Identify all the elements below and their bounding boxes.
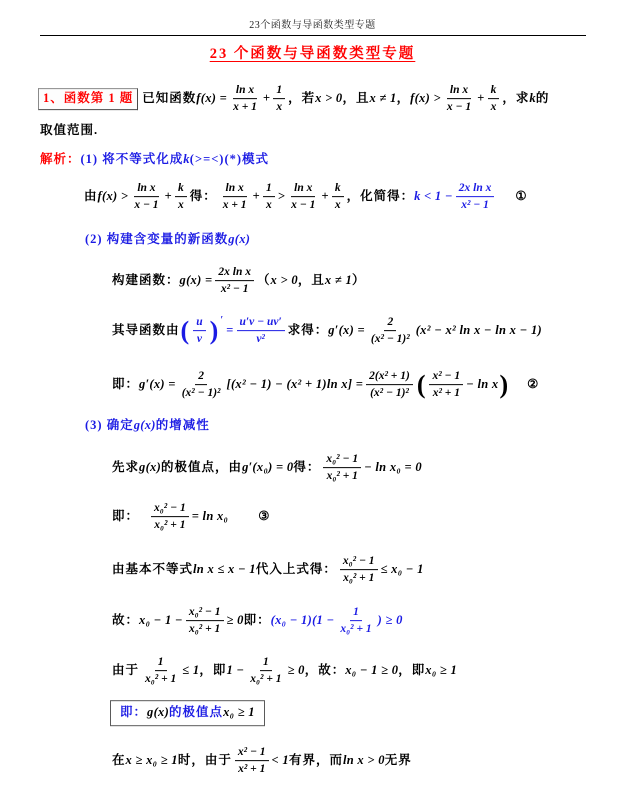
text-run: 由于	[112, 663, 140, 678]
math-run: (x² − x² ln x − ln x − 1)	[415, 323, 542, 338]
fraction-numerator: ln x	[223, 181, 247, 197]
text-run: 即：	[112, 509, 140, 524]
math-run: x₀ ≥ 1	[425, 663, 458, 678]
fraction-denominator: x₀² + 1	[154, 519, 186, 532]
fraction-denominator: v	[196, 333, 202, 346]
math-run: f(x) >	[410, 91, 441, 106]
math-run: g′(x) =	[328, 323, 365, 338]
math-run: − ln x₀ = 0	[364, 460, 422, 475]
fraction	[444, 83, 474, 115]
step1-heading: (1) 将不等式化成	[80, 152, 184, 167]
fraction-denominator: x	[276, 101, 283, 114]
fraction	[131, 181, 161, 213]
fraction	[179, 369, 224, 401]
fraction	[368, 315, 413, 347]
text-run: 求得：	[287, 323, 329, 338]
math-run: 1 −	[226, 663, 245, 678]
fraction-numerator: ln x	[233, 83, 257, 99]
fraction	[323, 452, 361, 484]
text-run: ，求	[502, 91, 530, 106]
text-run: (2) 构建含变量的新函数	[85, 232, 229, 247]
text-run: 在	[112, 753, 126, 768]
text-run: 其导函数由	[112, 323, 180, 338]
math-run: x > 0	[270, 273, 298, 288]
math-run: < 1	[271, 753, 289, 768]
fraction-numerator: ln x	[291, 181, 315, 197]
fraction-denominator: x	[265, 199, 272, 212]
fraction-numerator: 1	[260, 655, 272, 671]
text-run: 无界	[384, 753, 412, 768]
math-run: +	[164, 189, 172, 204]
formula-line-2	[112, 265, 366, 297]
math-run: ln x ≤ x − 1	[193, 562, 256, 577]
text-run: 由	[84, 189, 98, 204]
fraction-numerator: 2	[195, 369, 207, 385]
math-run-blue: (x₀ − 1)(1 −	[270, 613, 335, 628]
fraction-denominator: x² − 1	[220, 283, 249, 296]
text-run: 故：	[112, 613, 140, 628]
fraction-denominator: x − 1	[446, 101, 472, 114]
fraction-numerator: ln x	[447, 83, 471, 99]
math-run: g′(x₀) = 0	[242, 460, 294, 475]
text-run: 的增减性	[155, 418, 210, 433]
fraction	[263, 181, 275, 213]
text-run: 已知函数	[142, 91, 197, 106]
fraction-denominator: x₀² + 1	[250, 673, 282, 686]
math-run: k	[529, 91, 536, 106]
text-run: 取值范围.	[40, 123, 99, 138]
text-run: ）	[352, 273, 366, 288]
math-run: = ln x₀	[191, 509, 229, 524]
math-run: ≥ 0	[226, 613, 244, 628]
fraction	[186, 605, 224, 637]
math-run: x ≥ x₀ ≥ 1	[125, 753, 178, 768]
fraction	[247, 655, 284, 687]
fraction	[175, 181, 187, 213]
math-run: ≤ x₀ − 1	[380, 562, 424, 577]
fraction	[366, 369, 413, 401]
problem-line	[38, 83, 549, 115]
fraction-numerator: 1	[273, 83, 285, 99]
fraction-numerator: 2x ln x	[215, 265, 254, 281]
formula-line-1	[84, 181, 527, 213]
text-run: 有界，而	[288, 753, 343, 768]
math-run: ≥ 0	[287, 663, 305, 678]
fraction-denominator: x	[177, 199, 184, 212]
math-run: +	[477, 91, 485, 106]
equation-number: ①	[515, 189, 527, 204]
text-run: 先求	[112, 460, 140, 475]
fraction-denominator: x² − 1	[461, 199, 489, 212]
text-run: (3) 确定	[85, 418, 134, 433]
fraction-numerator: x² − 1	[235, 745, 269, 761]
math-run: f(x) =	[196, 91, 228, 106]
math-run: >	[277, 189, 286, 204]
fraction	[142, 655, 179, 687]
fraction-denominator: x₀² + 1	[326, 470, 358, 483]
fraction	[230, 83, 260, 115]
text-run: ，若	[288, 91, 316, 106]
math-run-blue: ) ≥ 0	[377, 613, 403, 628]
math-run: x₀ ≥ 1	[223, 705, 255, 720]
fraction-numerator: x₀² − 1	[151, 501, 189, 517]
math-run: [(x² − 1) − (x² + 1)ln x] =	[226, 377, 364, 392]
math-run: g(x)	[147, 705, 170, 720]
fraction-numerator: 2	[384, 315, 396, 331]
text-run: ，化简得：	[346, 189, 415, 204]
formula-line-9	[112, 655, 457, 687]
fraction	[288, 181, 318, 213]
right-paren: )	[499, 370, 509, 400]
fraction	[488, 83, 500, 115]
math-run: x₀ − 1 ≥ 0	[345, 663, 399, 678]
header-rule	[40, 35, 586, 36]
fraction-denominator: (x² − 1)²	[181, 387, 221, 400]
math-run: x ≠ 1	[324, 273, 353, 288]
step1-heading-tail: (>=<)(*)模式	[189, 152, 270, 167]
problem-label: 1、函数第 1 题	[38, 88, 138, 110]
math-run: g(x)	[228, 232, 251, 247]
fraction	[235, 745, 269, 777]
fraction-numerator: u	[193, 315, 205, 331]
formula-line-10	[112, 745, 412, 777]
fraction-numerator: u′v − uv′	[237, 315, 285, 331]
doc-title: 23 个函数与导函数类型专题	[209, 46, 416, 62]
fraction-denominator: x + 1	[222, 199, 247, 212]
text-run: 时，由于	[177, 753, 232, 768]
math-run: +	[252, 189, 260, 204]
math-run-blue: k < 1 −	[414, 189, 453, 204]
math-run: +	[262, 91, 271, 106]
text-run: ，即	[398, 663, 426, 678]
fraction	[332, 181, 344, 213]
text-run: 即：	[112, 377, 140, 392]
fraction-denominator: x − 1	[291, 199, 316, 212]
fraction-denominator: x₀² + 1	[343, 572, 375, 585]
fraction-denominator: (x² − 1)²	[370, 333, 410, 346]
fraction-numerator: k	[175, 181, 187, 197]
prime-mark: ′	[220, 315, 224, 327]
text-run: 由基本不等式	[112, 562, 194, 577]
fraction-numerator: k	[488, 83, 500, 99]
text-run: ，	[396, 91, 411, 106]
text-run: 即：	[120, 705, 148, 720]
text-run: 得：	[189, 189, 217, 204]
left-paren: (	[416, 370, 426, 400]
step3-heading	[85, 418, 210, 434]
formula-line-4	[112, 369, 538, 401]
math-run: +	[321, 189, 329, 204]
text-run: （	[256, 273, 271, 288]
math-run: g(x)	[139, 460, 162, 475]
fraction-denominator: x² + 1	[238, 763, 266, 776]
text-run: 构建函数：	[112, 273, 180, 288]
formula-line-6	[112, 501, 269, 533]
solution-tag: 解析：	[40, 152, 81, 167]
math-run: ≤ 1	[182, 663, 200, 678]
text-line	[40, 123, 98, 139]
text-run: 的极值点	[169, 705, 224, 720]
fraction-numerator: k	[332, 181, 344, 197]
math-run: − ln x	[466, 377, 499, 392]
fraction	[340, 554, 378, 586]
fraction	[429, 369, 463, 401]
math-run: ln x > 0	[342, 753, 385, 768]
fraction	[337, 605, 374, 637]
fraction-numerator: x₀² − 1	[340, 554, 378, 570]
text-run: ，即	[199, 663, 227, 678]
fraction-numerator: 2(x² + 1)	[366, 369, 413, 385]
text-run: 的	[535, 91, 550, 106]
math-run: k	[183, 152, 190, 167]
fraction-denominator: x² + 1	[432, 387, 460, 400]
equation-number: ②	[527, 377, 539, 392]
math-run: g(x)	[133, 418, 156, 433]
fraction-numerator: ln x	[134, 181, 158, 197]
fraction-denominator: x − 1	[134, 199, 159, 212]
math-run: g′(x) =	[139, 377, 176, 392]
math-run: g(x) =	[179, 273, 213, 288]
text-run: 得：	[293, 460, 321, 475]
fraction-denominator: x + 1	[233, 101, 257, 114]
left-paren: (	[180, 316, 190, 346]
fraction-numerator: 1	[350, 605, 362, 621]
formula-line-8	[112, 605, 403, 637]
conclusion-box	[110, 700, 265, 726]
fraction	[237, 315, 285, 347]
fraction-numerator: x₀² − 1	[186, 605, 224, 621]
formula-line-3	[112, 315, 542, 347]
fraction-denominator: x	[334, 199, 341, 212]
fraction-numerator: x₀² − 1	[323, 452, 361, 468]
fraction	[220, 181, 250, 213]
formula-line-5	[112, 452, 422, 484]
text-run: 即：	[243, 613, 271, 628]
right-paren: )	[209, 316, 219, 346]
math-run-blue: =	[226, 323, 234, 338]
fraction	[215, 265, 254, 297]
fraction-numerator: 1	[155, 655, 167, 671]
math-run: x₀ − 1 −	[139, 613, 183, 628]
solution-heading	[40, 152, 269, 168]
fraction-denominator: (x² − 1)²	[370, 387, 409, 400]
fraction-numerator: 2x ln x	[456, 181, 495, 197]
running-header: 23个函数与导函数类型专题	[249, 20, 376, 31]
fraction-denominator: x	[490, 101, 497, 114]
step2-heading	[85, 232, 250, 248]
fraction	[193, 315, 205, 347]
math-run: x > 0	[315, 91, 343, 106]
math-run: x ≠ 1	[369, 91, 397, 106]
fraction-denominator: v²	[256, 333, 265, 346]
text-run: ，故：	[304, 663, 346, 678]
text-run: ，且	[342, 91, 370, 106]
fraction-numerator: 1	[263, 181, 275, 197]
equation-number: ③	[258, 509, 270, 524]
fraction-denominator: x₀² + 1	[189, 623, 221, 636]
fraction-denominator: x₀² + 1	[145, 673, 177, 686]
fraction-denominator: x₀² + 1	[340, 623, 372, 636]
text-run: 的极值点，由	[161, 460, 243, 475]
formula-line-7	[112, 554, 424, 586]
text-run: 代入上式得：	[255, 562, 337, 577]
fraction	[456, 181, 495, 213]
text-run: ，且	[297, 273, 325, 288]
fraction	[151, 501, 189, 533]
math-run: f(x) >	[97, 189, 129, 204]
fraction	[273, 83, 285, 115]
fraction-numerator: x² − 1	[429, 369, 463, 385]
